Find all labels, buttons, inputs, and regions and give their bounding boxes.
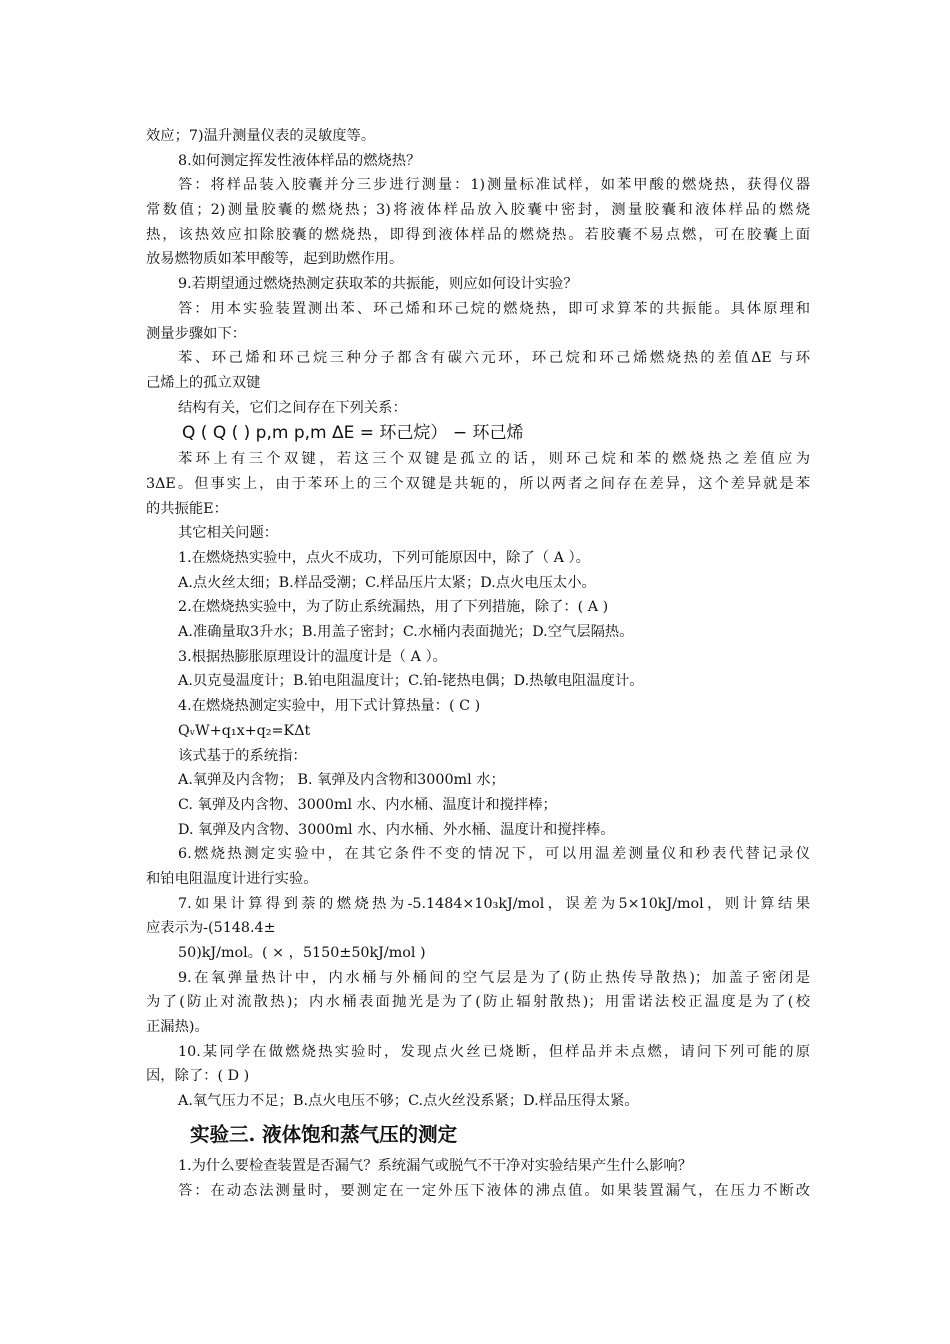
- question-line: 3.根据热膨胀原理设计的温度计是（ A ）。: [178, 648, 447, 665]
- question-line: 因，除了：( D ): [146, 1068, 250, 1085]
- section-heading: 实验三. 液体饱和蒸气压的测定: [190, 1122, 458, 1146]
- answer-9-line: 苯、环己烯和环己烷三种分子都含有碳六元环，环己烷和环己烯燃烧热的差值ΔE 与环: [178, 350, 810, 367]
- question-8: 8.如何测定挥发性液体样品的燃烧热？: [178, 152, 421, 169]
- answer-9-line: 结构有关，它们之间存在下列关系：: [178, 399, 407, 416]
- question-9: 9.若期望通过燃烧热测定获取苯的共振能，则应如何设计实验？: [178, 276, 578, 293]
- question-line: 该式基于的系统指：: [178, 747, 307, 764]
- options-line: A.氧气压力不足；B.点火电压不够；C.点火丝没系紧；D.样品压得太紧。: [178, 1093, 639, 1110]
- answer-9-line: 苯环上有三个双键，若这三个双键是孤立的话，则环己烷和苯的燃烧热之差值应为: [178, 451, 810, 468]
- answer-8-line: 放易燃物质如苯甲酸等，起到助燃作用。: [146, 251, 404, 268]
- question-line: 2.在燃烧热实验中，为了防止系统漏热，用了下列措施，除了：( A ): [178, 599, 609, 616]
- question-line: 1.在燃烧热实验中，点火不成功，下列可能原因中，除了（ A ）。: [178, 550, 590, 566]
- answer-9-line: 己烯上的孤立双键: [146, 374, 261, 391]
- answer-8-line: 热，该热效应扣除胶囊的燃烧热，即得到液体样品的燃烧热。若胶囊不易点燃，可在胶囊上面: [146, 226, 810, 243]
- options-line: A.准确量取3升水；B.用盖子密封；C.水桶内表面抛光；D.空气层隔热。: [178, 624, 634, 641]
- answer-8-line: 答：将样品装入胶囊并分三步进行测量：1)测量标准试样，如苯甲酸的燃烧热，获得仪器: [178, 177, 810, 194]
- answer-9-line: 3ΔE。但事实上，由于苯环上的三个双键是共轭的，所以两者之间存在差异，这个差异就是苯: [146, 475, 810, 492]
- question-line: 9.在氧弹量热计中，内水桶与外桶间的空气层是为了(防止热传导散热)；加盖子密闭是: [178, 969, 810, 986]
- question-line: 7.如果计算得到萘的燃烧热为-5.1484×10₃kJ/mol，误差为5×10kJ/mol，则计算结果: [178, 895, 810, 912]
- options-line: D. 氧弹及内含物、3000ml 水、内水桶、外水桶、温度计和搅拌棒。: [178, 821, 615, 838]
- question-line: 6.燃烧热测定实验中，在其它条件不变的情况下，可以用温差测量仪和秒表代替记录仪: [178, 846, 810, 863]
- question-line: 为了(防止对流散热)；内水桶表面抛光是为了(防止辐射散热)；用雷诺法校正温度是为了(校: [146, 994, 810, 1011]
- question-line: 和铂电阻温度计进行实验。: [146, 870, 318, 887]
- question-line: 1.为什么要检查装置是否漏气？系统漏气或脱气不干净对实验结果产生什么影响？: [178, 1157, 693, 1174]
- question-line: 4.在燃烧热测定实验中，用下式计算热量：( C ): [178, 698, 481, 715]
- formula-line: Q ( Q ( ) p,m p,m ΔE = 环己烷） − 环己烯: [182, 423, 524, 444]
- text-line: 效应；7)温升测量仪表的灵敏度等。: [146, 128, 376, 144]
- answer-8-line: 常数值；2)测量胶囊的燃烧热；3)将液体样品放入胶囊中密封，测量胶囊和液体样品的燃烧: [146, 202, 810, 219]
- options-line: C. 氧弹及内含物、3000ml 水、内水桶、温度计和搅拌棒；: [178, 796, 557, 813]
- section-label: 其它相关问题：: [178, 525, 279, 542]
- answer-9-line: 答：用本实验装置测出苯、环己烯和环己烷的燃烧热，即可求算苯的共振能。具体原理和: [178, 300, 810, 317]
- question-line: 应表示为-(5148.4±: [146, 920, 276, 937]
- document-body: [146, 124, 810, 1203]
- answer-9-line: 的共振能E：: [146, 500, 228, 517]
- question-line: 50)kJ/mol。( × ，5150±50kJ/mol ): [178, 945, 426, 961]
- answer-9-line: 测量步骤如下：: [146, 325, 247, 342]
- question-line: 10.某同学在做燃烧热实验时，发现点火丝已烧断，但样品并未点燃，请问下列可能的原: [178, 1043, 810, 1060]
- options-line: A.点火丝太细；B.样品受潮；C.样品压片太紧；D.点火电压太小。: [178, 574, 596, 591]
- options-line: A.氧弹及内含物； B. 氧弹及内含物和3000ml 水；: [178, 772, 505, 789]
- options-line: A.贝克曼温度计；B.铂电阻温度计；C.铂-铑热电偶；D.热敏电阻温度计。: [178, 673, 644, 690]
- equation-line: QᵥW+q₁x+q₂=KΔt: [178, 722, 311, 739]
- question-line: 正漏热)。: [146, 1019, 209, 1036]
- answer-line: 答：在动态法测量时，要测定在一定外压下液体的沸点值。如果装置漏气，在压力不断改: [178, 1182, 810, 1199]
